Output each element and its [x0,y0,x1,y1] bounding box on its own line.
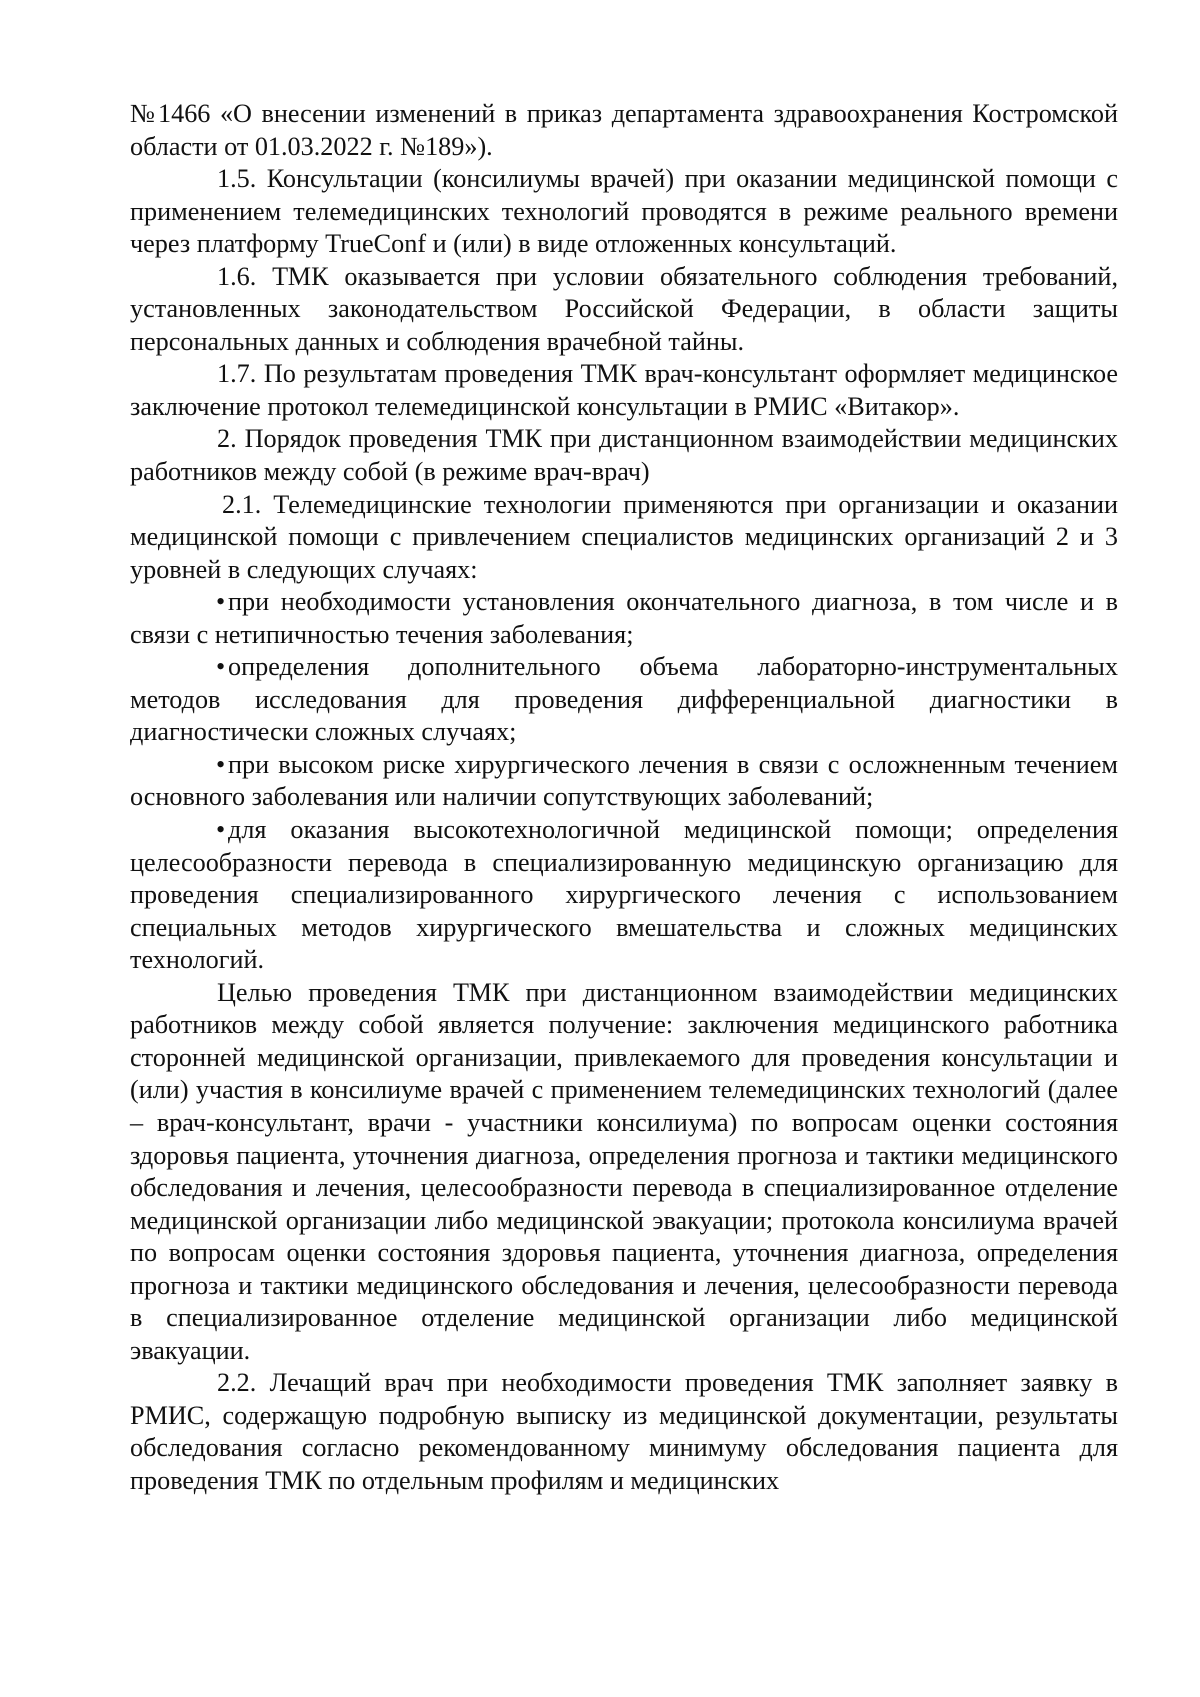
document-page [130,98,1118,1498]
bullet-item [130,586,1118,651]
paragraph-2-1: 2.1. Телемедицинские технологии применяются при организации и оказании медицинской помощи с привлечением специалистов медицинских организаций 2 и 3 уровней в следующих случаях: [130,489,1118,584]
bullet-item [130,651,1118,749]
section-heading-2: 2. Порядок проведения ТМК при дистанционном взаимодействии медицинских работников между собой (в режиме врач-врач) [130,424,1118,487]
bullet-icon: • [216,587,226,617]
bullet-icon: • [216,749,226,779]
bullet-text: определения дополнительного объема лабораторно-инструментальных методов исследования для проведения дифференциальной диагностики в диагностически сложных случаях; [130,652,1118,747]
bullet-text: при необходимости установления окончательного диагноза, в том числе и в связи с нетипичностью течения заболевания; [130,587,1118,649]
paragraph-2-2: 2.2. Лечащий врач при необходимости проведения ТМК заполняет заявку в РМИС, содержащую подробную выписку из медицинской документации, результаты обследования согласно рекомендованному минимуму обследования пациента для проведения ТМК по отдельным профилям и медицинских [130,1368,1118,1495]
bullet-text: при высоком риске хирургического лечения в связи с осложненным течением основного заболевания или наличии сопутствующих заболеваний; [130,749,1118,812]
bullet-icon: • [216,815,226,845]
paragraph-1-5: 1.5. Консультации (консилиумы врачей) при оказании медицинской помощи с применением телемедицинских технологий проводятся в режиме реального времени через платформу TrueConf и (или) в виде отложенных консультаций. [130,164,1118,259]
paragraph-1-7: 1.7. По результатам проведения ТМК врач-консультант оформляет медицинское заключение протокол телемедицинской консультации в РМИС «Витакор». [130,359,1118,421]
paragraph-intro: №1466 «О внесении изменений в приказ департамента здравоохранения Костромской области от 01.03.2022 г. №189»). [130,99,1118,161]
bullet-text: для оказания высокотехнологичной медицинской помощи; определения целесообразности перевода в специализированную медицинскую организацию для проведения специализированного хирургического лечения с использованием специальных методов хирургического вмешательства и сложных медицинских технологий. [130,815,1118,975]
bullet-item [130,749,1118,814]
bullet-item [130,814,1118,977]
paragraph-1-6: 1.6. ТМК оказывается при условии обязательного соблюдения требований, установленных законодательством Российской Федерации, в области защиты персональных данных и соблюдения врачебной тайны. [130,261,1118,356]
paragraph-goal: Целью проведения ТМК при дистанционном взаимодействии медицинских работников между собой является получение: заключения медицинского работника сторонней медицинской организации, привлекаемого для проведения консультации и (или) участия в консилиуме врачей с применением телемедицинских технологий (далее – врач-консультант, врачи - участники консилиума) по вопросам оценки состояния здоровья пациента, уточнения диагноза, определения прогноза и тактики медицинского обследования и лечения, целесообразности перевода в специализированное отделение медицинской организации либо медицинской эвакуации; протокола консилиума врачей по вопросам оценки состояния здоровья пациента, уточнения диагноза, определения прогноза и тактики медицинского обследования и лечения, целесообразности перевода в специализированное отделение медицинской организации либо медицинской эвакуации. [130,977,1118,1365]
bullet-icon: • [216,652,226,682]
